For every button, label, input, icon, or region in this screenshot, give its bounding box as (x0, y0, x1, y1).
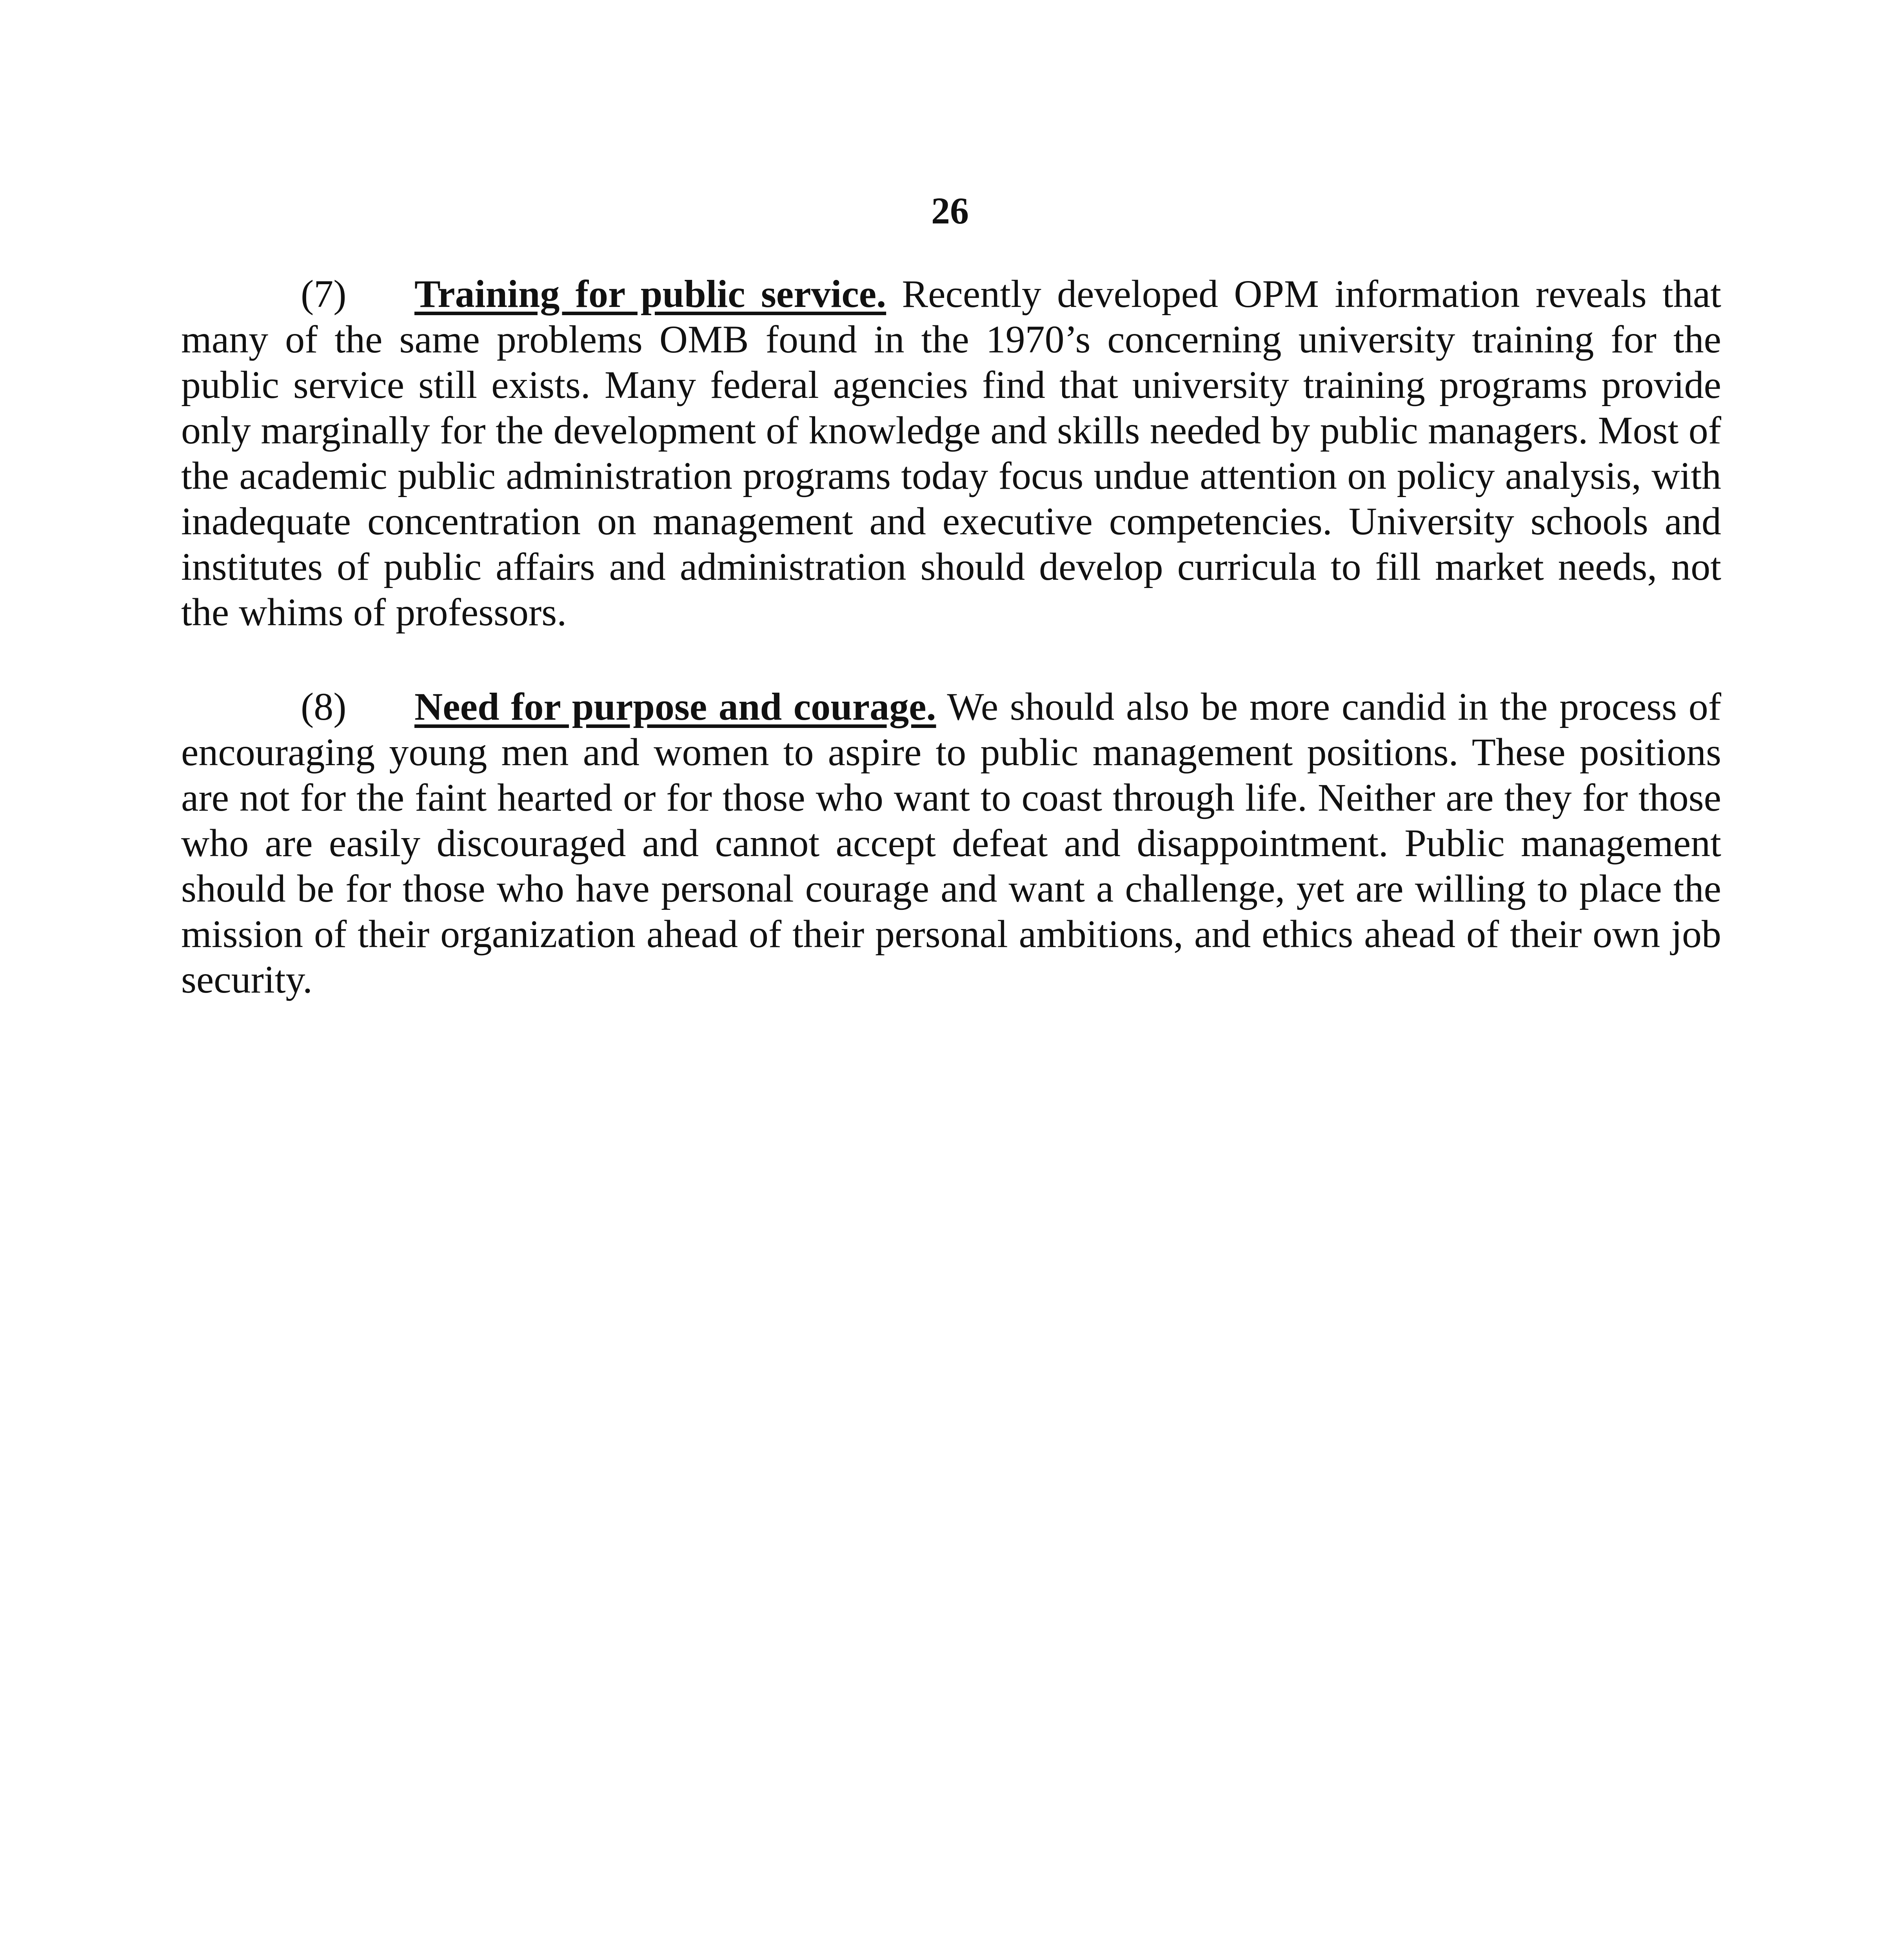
paragraph-7-text: Recently developed OPM information reveals that many of the same problems OMB found in the 1970’s concerning university training for the public service still exists. Many federal agencies find that university training programs provide only marginally for the development of knowledge and skills needed by public managers. Most of the academic public administration programs today focus undue attention on policy analysis, with inadequate concentration on management and executive competencies. University schools and institutes of public affairs and administration should develop curricula to fill market needs, not the whims of professors. (181, 272, 1722, 634)
paragraph-7 (181, 271, 1721, 635)
paragraph-8-text: We should also be more candid in the process of encouraging young men and women to aspire to public management positions. These positions are not for the faint hearted or for those who want to coast through life. Neither are they for those who are easily discouraged and cannot accept defeat and disappointment. Public management should be for those who have personal courage and want a challenge, yet are willing to place the mission of their organization ahead of their personal ambitions, and ethics ahead of their own job security. (181, 685, 1722, 1001)
paragraph-8 (181, 684, 1721, 1002)
paragraph-8-number: (8) (301, 685, 347, 728)
paragraph-7-number: (7) (301, 272, 347, 316)
paragraph-7-heading: Training for public service. (414, 272, 886, 316)
page-number: 26 (931, 190, 969, 232)
paragraph-8-heading: Need for purpose and courage. (414, 685, 936, 728)
